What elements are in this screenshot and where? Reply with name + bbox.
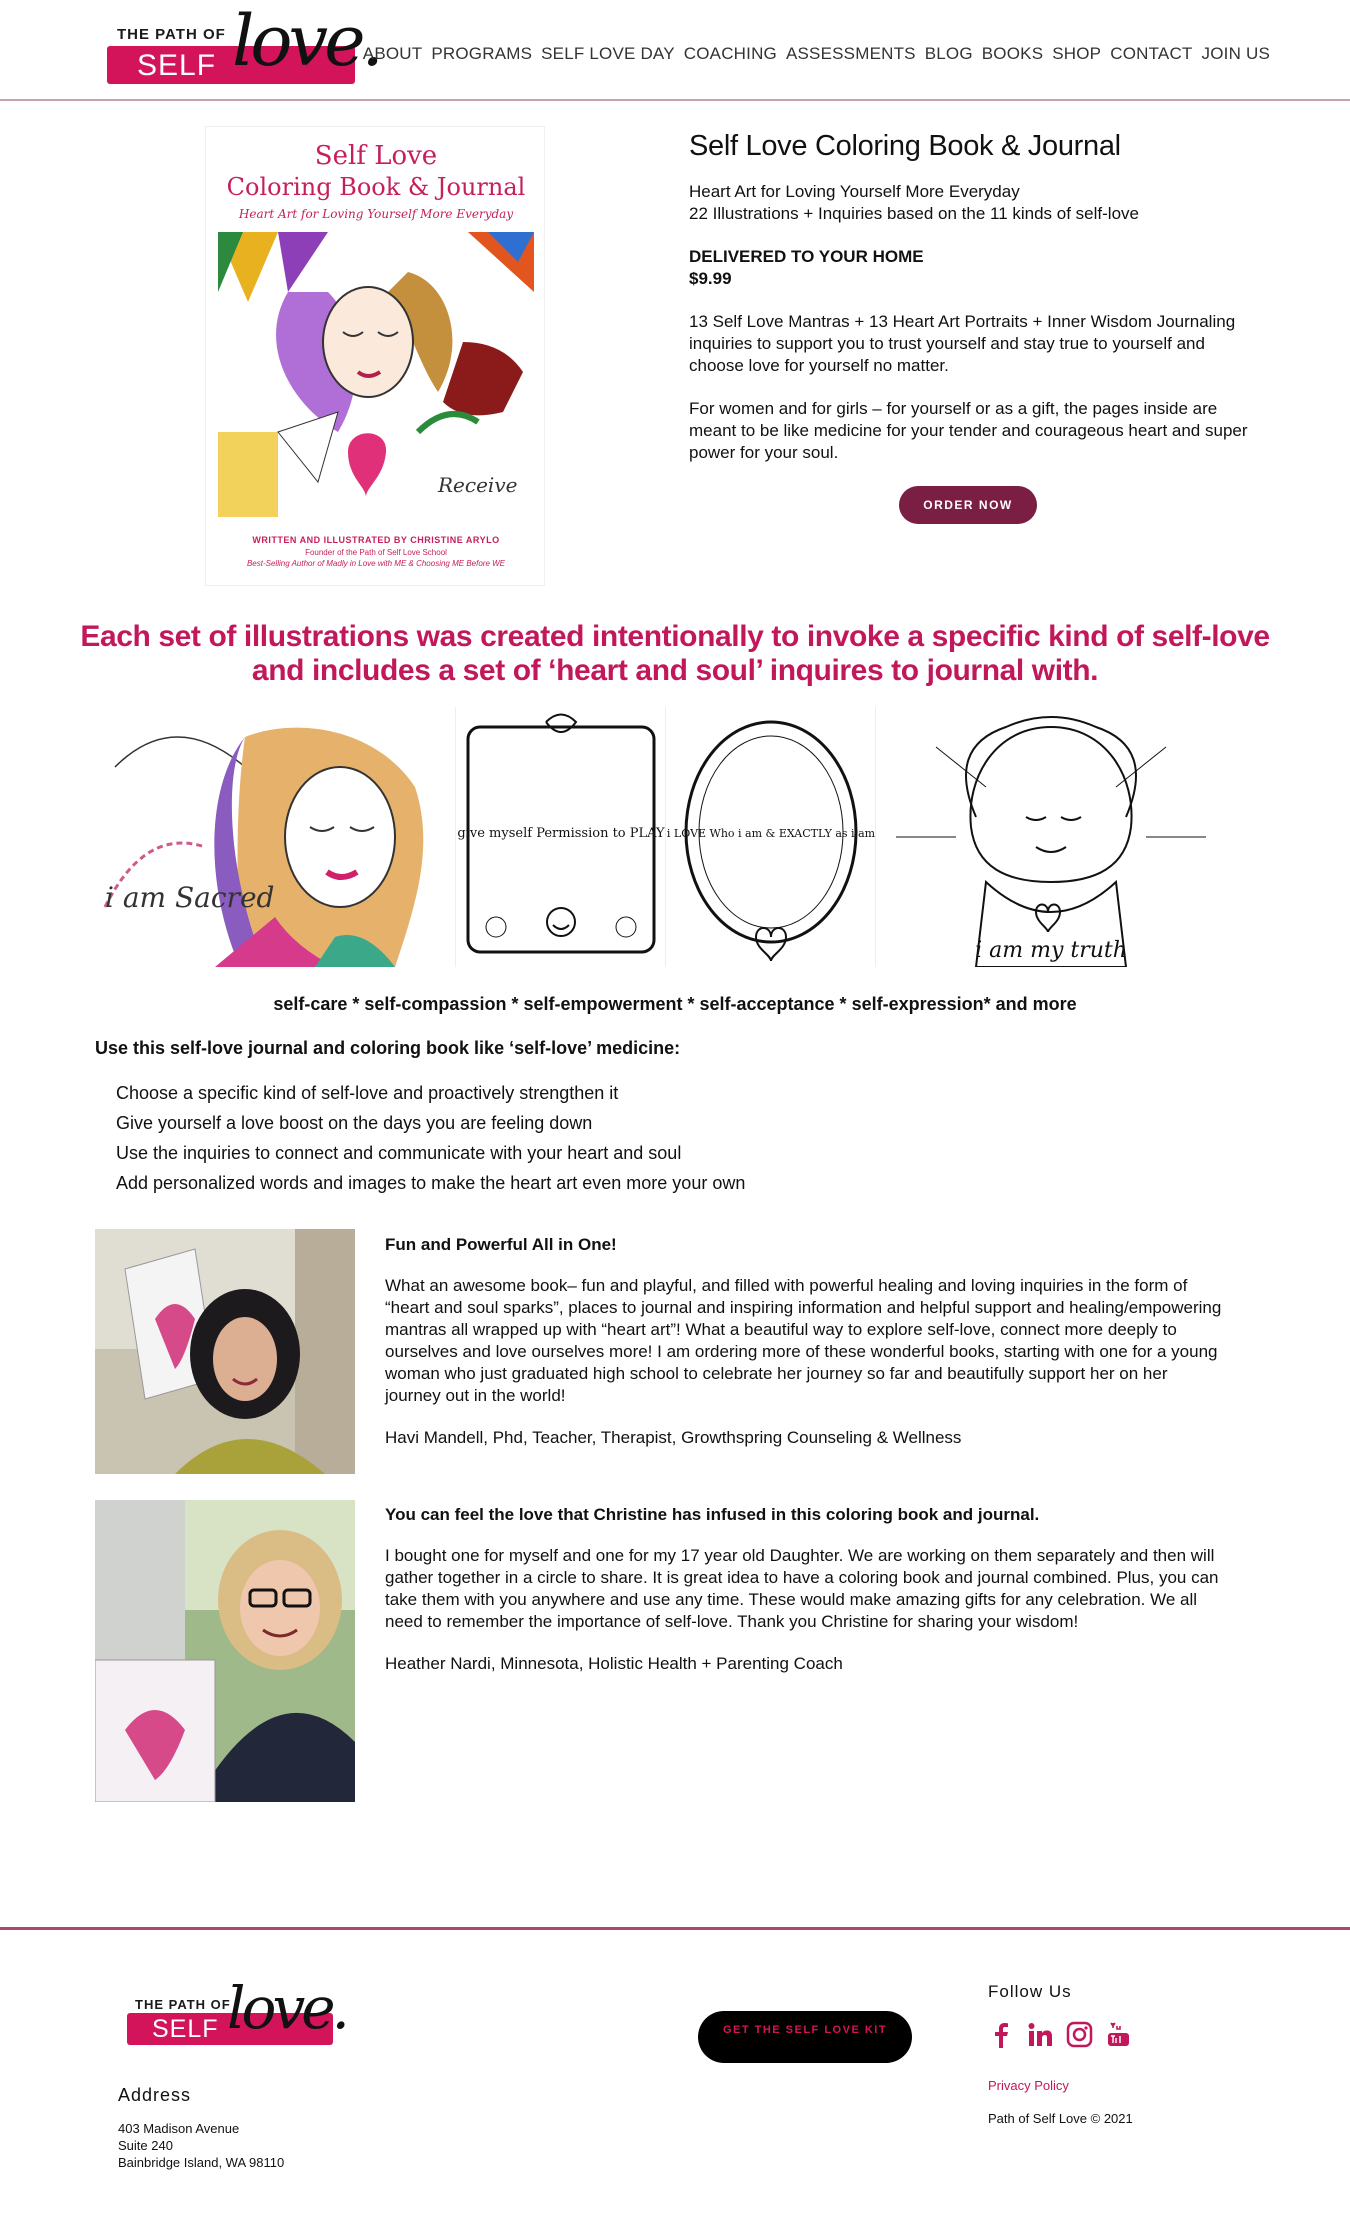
footer-logo[interactable] — [127, 1974, 346, 2060]
nav-programs[interactable]: PROGRAMS — [431, 44, 533, 63]
cover-illustration — [218, 232, 534, 517]
use-section-title: Use this self-love journal and coloring book like ‘self-love’ medicine: — [95, 1038, 681, 1058]
testimonial-heading: You can feel the love that Christine has infused in this coloring book and journal. — [385, 1505, 1040, 1524]
illustration-sacred — [95, 707, 455, 967]
illus-text-truth: i am my truth — [975, 938, 1127, 963]
cover-subtitle: Heart Art for Loving Yourself More Everyday — [238, 207, 514, 221]
product-description-1: 13 Self Love Mantras + 13 Heart Art Portraits + Inner Wisdom Journaling inquiries to support you to trust yourself and stay true to yourself and choose love for yourself no matter. — [689, 312, 1236, 375]
logo-self-text: SELF — [152, 2015, 219, 2043]
list-item: Add personalized words and images to make the heart art even more your own — [116, 1173, 746, 1193]
product-description-2: For women and for girls – for yourself or as a gift, the pages inside are meant to be like medicine for your tender and courageous heart and super power for your soul. — [689, 399, 1248, 462]
logo-love-script: love. — [232, 0, 380, 82]
logo-top-text: THE PATH OF — [135, 1997, 231, 2012]
main-nav — [363, 44, 1270, 64]
testimonial-body: I bought one for myself and one for my 17 year old Daughter. We are working on them separately and then will gather together in a circle to share. It is great idea to have a coloring book and journal combined. Plus, you can take them with you anywhere and use any time. These would make amazing gifts for any celebration. We all need to remember the importance of self-love. Thank you Christine for sharing your wisdom! — [385, 1546, 1219, 1631]
list-item: Choose a specific kind of self-love and proactively strengthen it — [116, 1083, 619, 1103]
logo-love-script: love. — [227, 1974, 346, 2042]
cover-title-line2: Coloring Book & Journal — [226, 173, 526, 201]
use-list — [116, 1078, 745, 1198]
illustration-my-truth — [875, 707, 1225, 967]
nav-assessments[interactable]: ASSESSMENTS — [785, 44, 916, 63]
copyright-text: Path of Self Love © 2021 — [988, 2111, 1133, 2126]
address-line-1: 403 Madison Avenue — [118, 2121, 240, 2136]
site-header — [0, 0, 1350, 101]
testimonial-2 — [385, 1505, 1225, 1675]
follow-us-heading: Follow Us — [988, 1982, 1072, 2001]
cover-author-role: Founder of the Path of Self Love School — [305, 548, 447, 557]
testimonial-author: Heather Nardi, Minnesota, Holistic Health + Parenting Coach — [385, 1654, 843, 1673]
address-line-3: Bainbridge Island, WA 98110 — [118, 2155, 285, 2170]
illus-text-sacred: i am Sacred — [105, 881, 275, 914]
self-love-kinds: self-care * self-compassion * self-empowerment * self-acceptance * self-expression* and more — [273, 994, 1077, 1014]
site-footer — [0, 1927, 1350, 2218]
delivery-label: DELIVERED TO YOUR HOME — [689, 247, 924, 266]
section-headline: Each set of illustrations was created intentionally to invoke a specific kind of self-love and includes a set of ‘heart and soul’ inquires to journal with. — [80, 620, 1270, 687]
book-cover-image — [205, 126, 545, 586]
testimonial-body: What an awesome book– fun and playful, and filled with powerful healing and loving inquiries in the form of “heart and soul sparks”, places to journal and inspiring information and helpful support and healing/empowering mantras all wrapped up with “heart art”! What a beautiful way to explore self-love, connect more deeply to ourselves and love ourselves more! I am ordering more of these wonderful books, starting with one for a young woman who just graduated high school to celebrate her journey so far and beautifully support her on her journey out in the world! — [385, 1276, 1222, 1405]
product-subtitle-2: 22 Illustrations + Inquiries based on the 11 kinds of self-love — [689, 204, 1139, 223]
cover-byline: WRITTEN AND ILLUSTRATED BY CHRISTINE ARYLO — [252, 535, 500, 545]
address-heading: Address — [118, 2085, 192, 2105]
product-price: $9.99 — [689, 269, 732, 288]
logo-self-text: SELF — [137, 49, 217, 82]
instagram-icon[interactable] — [1066, 2021, 1093, 2048]
logo-top-text: THE PATH OF — [117, 26, 226, 43]
illustration-permission — [455, 707, 665, 967]
facebook-icon[interactable] — [988, 2021, 1015, 2048]
testimonial-1 — [385, 1235, 1225, 1449]
get-self-love-kit-button[interactable]: GET THE SELF LOVE KIT — [698, 2011, 912, 2063]
illus-text-love: i LOVE Who i am & EXACTLY as i am — [666, 827, 875, 840]
testimonial-heading: Fun and Powerful All in One! — [385, 1235, 617, 1254]
product-title: Self Love Coloring Book & Journal — [689, 130, 1121, 162]
nav-coaching[interactable]: COACHING — [683, 44, 777, 63]
list-item: Give yourself a love boost on the days you are feeling down — [116, 1113, 593, 1133]
cover-author-note: Best-Selling Author of Madly in Love with ME & Choosing ME Before WE — [246, 559, 506, 568]
address-line-2: Suite 240 — [118, 2138, 173, 2153]
illustration-strip — [95, 707, 1225, 967]
product-info — [689, 130, 1249, 464]
cover-title-line1: Self Love — [314, 141, 438, 171]
testimonial-photo-heather — [95, 1500, 355, 1802]
nav-join-us[interactable]: JOIN US — [1201, 44, 1270, 63]
illustration-love-who-i-am — [665, 707, 875, 967]
address-block — [118, 2120, 284, 2171]
privacy-policy-link[interactable]: Privacy Policy — [988, 2078, 1069, 2093]
product-subtitle-1: Heart Art for Loving Yourself More Everyday — [689, 182, 1020, 201]
youtube-icon[interactable] — [1105, 2021, 1132, 2048]
cover-art-receive: Receive — [438, 473, 518, 497]
testimonial-author: Havi Mandell, Phd, Teacher, Therapist, Growthspring Counseling & Wellness — [385, 1428, 962, 1447]
site-logo[interactable] — [107, 0, 380, 96]
social-links — [988, 2021, 1132, 2048]
nav-shop[interactable]: SHOP — [1052, 44, 1102, 63]
nav-blog[interactable]: BLOG — [924, 44, 973, 63]
list-item: Use the inquiries to connect and communicate with your heart and soul — [116, 1143, 682, 1163]
illus-text-permission: give myself Permission to PLAY — [457, 826, 665, 841]
nav-books[interactable]: BOOKS — [981, 44, 1044, 63]
nav-contact[interactable]: CONTACT — [1110, 44, 1193, 63]
testimonial-photo-havi — [95, 1229, 355, 1474]
order-now-button[interactable]: ORDER NOW — [899, 486, 1037, 524]
nav-about[interactable]: ABOUT — [362, 44, 423, 63]
linkedin-icon[interactable] — [1027, 2021, 1054, 2048]
nav-self-love-day[interactable]: SELF LOVE DAY — [541, 44, 675, 63]
